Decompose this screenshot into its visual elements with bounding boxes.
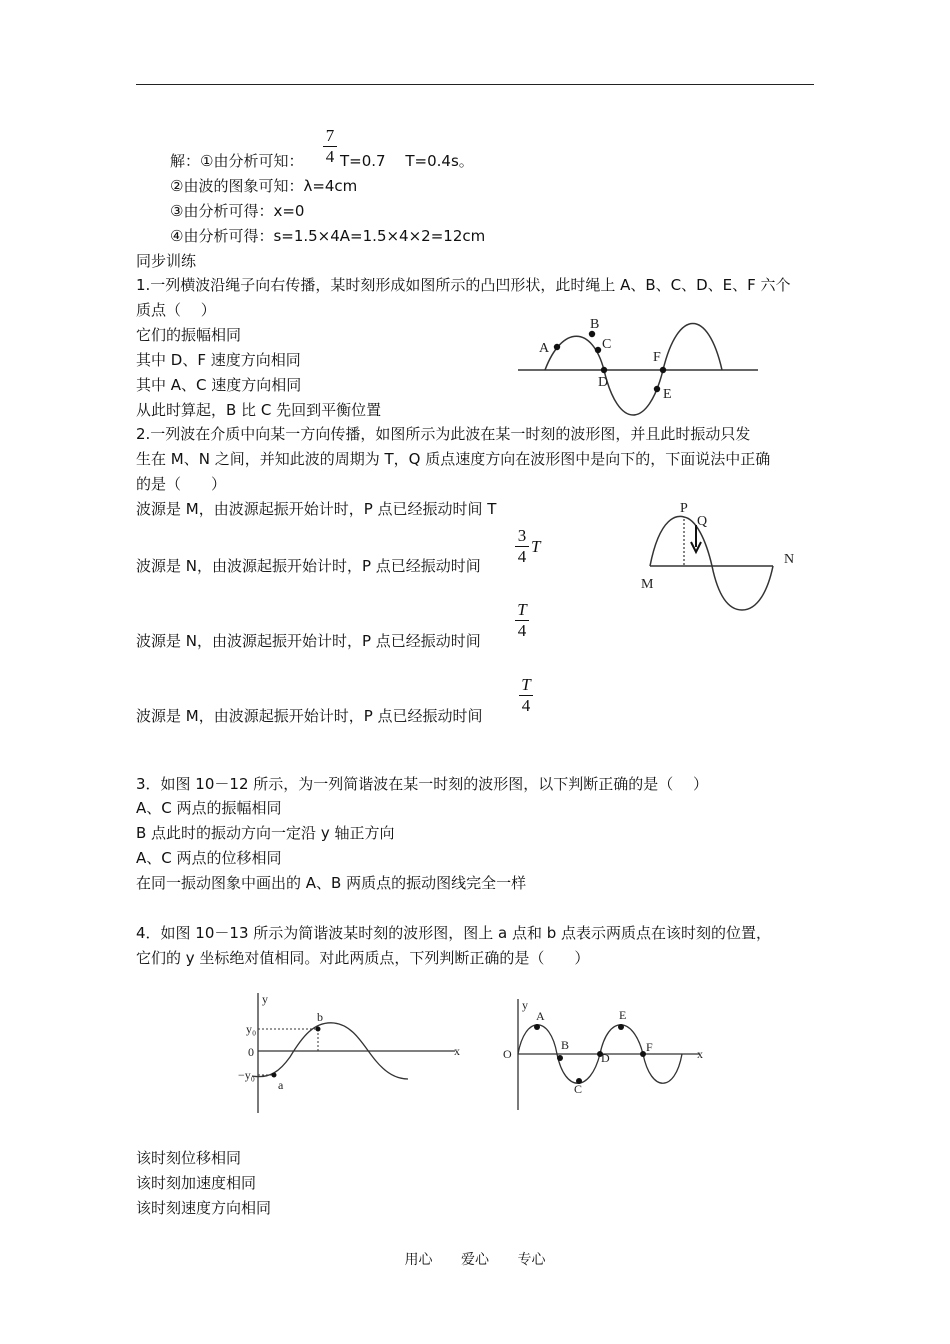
q1-point-e bbox=[654, 386, 660, 392]
fig2-label-y: y bbox=[522, 998, 528, 1012]
fraction-denominator: 4 bbox=[325, 147, 335, 166]
fraction-denominator: 4 bbox=[517, 621, 527, 640]
fig2-label-a: A bbox=[536, 1009, 545, 1023]
q2-option-fraction bbox=[518, 676, 534, 715]
solution-line4: ④由分析可得：s=1.5×4A=1.5×4×2=12cm bbox=[170, 227, 486, 245]
section-title: 同步训练 bbox=[136, 252, 197, 270]
fig2-point-b bbox=[557, 1055, 563, 1061]
header-rule bbox=[136, 84, 814, 85]
q1-label-a: A bbox=[539, 341, 550, 356]
fraction-denominator: 4 bbox=[517, 547, 527, 566]
footer-word: 专心 bbox=[517, 1252, 546, 1268]
q4-figure-1 bbox=[230, 985, 470, 1120]
fig2-label-d: D bbox=[601, 1051, 610, 1065]
q2-wave-curve bbox=[650, 516, 773, 610]
q4-option: 该时刻位移相同 bbox=[136, 1149, 242, 1167]
q1-option: 它们的振幅相同 bbox=[136, 326, 242, 344]
q3-option: A、C 两点的振幅相同 bbox=[136, 799, 282, 817]
solution-line1-fraction bbox=[322, 127, 338, 166]
q3-option: B 点此时的振动方向一定沿 y 轴正方向 bbox=[136, 824, 395, 842]
fraction-denominator: 4 bbox=[521, 696, 531, 715]
q3-option: A、C 两点的位移相同 bbox=[136, 849, 282, 867]
q2-label-q: Q bbox=[697, 514, 708, 529]
q2-label-m: M bbox=[641, 577, 654, 592]
q1-label-b: B bbox=[590, 317, 600, 332]
solution-line1-suffix: T=0.7 T=0.4s。 bbox=[340, 152, 474, 170]
q1-label-d: D bbox=[598, 375, 609, 390]
q1-wave-figure bbox=[500, 300, 770, 420]
q1-label-f: F bbox=[653, 350, 661, 365]
q4-stem-line1: 4．如图 10－13 所示为简谐波某时刻的波形图，图上 a 点和 b 点表示两质点在该时刻的位置， bbox=[136, 924, 772, 942]
solution-line1-prefix: 解：①由分析可知： bbox=[170, 152, 304, 170]
q2-option: 波源是 M，由波源起振开始计时，P 点已经振动时间 T bbox=[136, 500, 497, 518]
solution-line3: ③由分析可得：x=0 bbox=[170, 202, 305, 220]
q2-wave-figure bbox=[630, 495, 800, 620]
fig2-point-e bbox=[618, 1024, 624, 1030]
q1-point-c bbox=[595, 347, 601, 353]
fig1-label-a: a bbox=[278, 1078, 284, 1092]
fraction-numerator: T bbox=[521, 675, 531, 694]
fig2-label-o: O bbox=[503, 1047, 512, 1061]
q4-option: 该时刻速度方向相同 bbox=[136, 1199, 272, 1217]
q2-stem-line2: 生在 M、N 之间，并知此波的周期为 T，Q 质点速度方向在波形图中是向下的，下面说法中正确 bbox=[136, 450, 771, 468]
q4-figure-2 bbox=[495, 995, 715, 1115]
fraction-numerator: T bbox=[517, 600, 527, 619]
fig2-label-b: B bbox=[561, 1038, 570, 1052]
q2-option-fraction bbox=[514, 527, 530, 566]
q2-option: 波源是 N，由波源起振开始计时，P 点已经振动时间 bbox=[136, 557, 481, 575]
fraction-numerator: 3 bbox=[517, 526, 527, 545]
q2-option-fraction bbox=[514, 601, 530, 640]
fig1-label-y0: y₀ bbox=[246, 1022, 257, 1036]
footer-word: 爱心 bbox=[461, 1252, 489, 1268]
q1-point-d bbox=[601, 367, 607, 373]
q2-stem-line1: 2.一列波在介质中向某一方向传播，如图所示为此波在某一时刻的波形图，并且此时振动只发 bbox=[136, 425, 751, 443]
q1-label-e: E bbox=[663, 387, 672, 402]
q2-option: 波源是 N，由波源起振开始计时，P 点已经振动时间 bbox=[136, 632, 481, 650]
q2-stem-line3: 的是（ ） bbox=[136, 475, 227, 493]
q4-stem-line2: 它们的 y 坐标绝对值相同。对此两质点，下列判断正确的是（ ） bbox=[136, 949, 590, 967]
q2-option: 波源是 M，由波源起振开始计时，P 点已经振动时间 bbox=[136, 707, 483, 725]
fig1-label-b: b bbox=[317, 1010, 323, 1024]
fig2-point-a bbox=[534, 1024, 540, 1030]
fig1-point-b bbox=[316, 1027, 321, 1032]
fig2-label-c: C bbox=[574, 1082, 583, 1096]
q1-stem-line2: 质点（ ） bbox=[136, 301, 216, 319]
fig2-label-f: F bbox=[646, 1040, 653, 1054]
fig1-label-y: y bbox=[262, 992, 268, 1006]
q1-point-a bbox=[554, 344, 560, 350]
fig1-label-neg-y0: −y₀ bbox=[238, 1068, 255, 1082]
q1-stem-line1: 1.一列横波沿绳子向右传播，某时刻形成如图所示的凸凹形状，此时绳上 A、B、C、D、E、F 六个 bbox=[136, 276, 791, 294]
page-footer bbox=[0, 1249, 950, 1269]
q2-label-p: P bbox=[680, 501, 688, 516]
fig1-label-zero: 0 bbox=[248, 1045, 254, 1059]
q2-label-n: N bbox=[784, 552, 795, 567]
q1-option: 其中 D、F 速度方向相同 bbox=[136, 351, 301, 369]
q1-label-c: C bbox=[602, 337, 612, 352]
fig2-label-e: E bbox=[619, 1008, 627, 1022]
q4-option: 该时刻加速度相同 bbox=[136, 1174, 257, 1192]
q1-point-f bbox=[660, 367, 666, 373]
q2-option-fraction-suffix: T bbox=[531, 537, 541, 556]
q1-option: 从此时算起，B 比 C 先回到平衡位置 bbox=[136, 401, 382, 419]
fig2-label-x: x bbox=[697, 1047, 703, 1061]
fig1-label-x: x bbox=[454, 1044, 460, 1058]
q1-option: 其中 A、C 速度方向相同 bbox=[136, 376, 302, 394]
q3-stem: 3．如图 10－12 所示，为一列简谐波在某一时刻的波形图，以下判断正确的是（ ） bbox=[136, 775, 709, 793]
fraction-numerator: 7 bbox=[325, 126, 335, 145]
q3-option: 在同一振动图象中画出的 A、B 两质点的振动图线完全一样 bbox=[136, 874, 527, 892]
footer-word: 用心 bbox=[404, 1252, 433, 1268]
fig1-point-a bbox=[272, 1073, 277, 1078]
solution-line2: ②由波的图象可知：λ=4cm bbox=[170, 177, 358, 195]
